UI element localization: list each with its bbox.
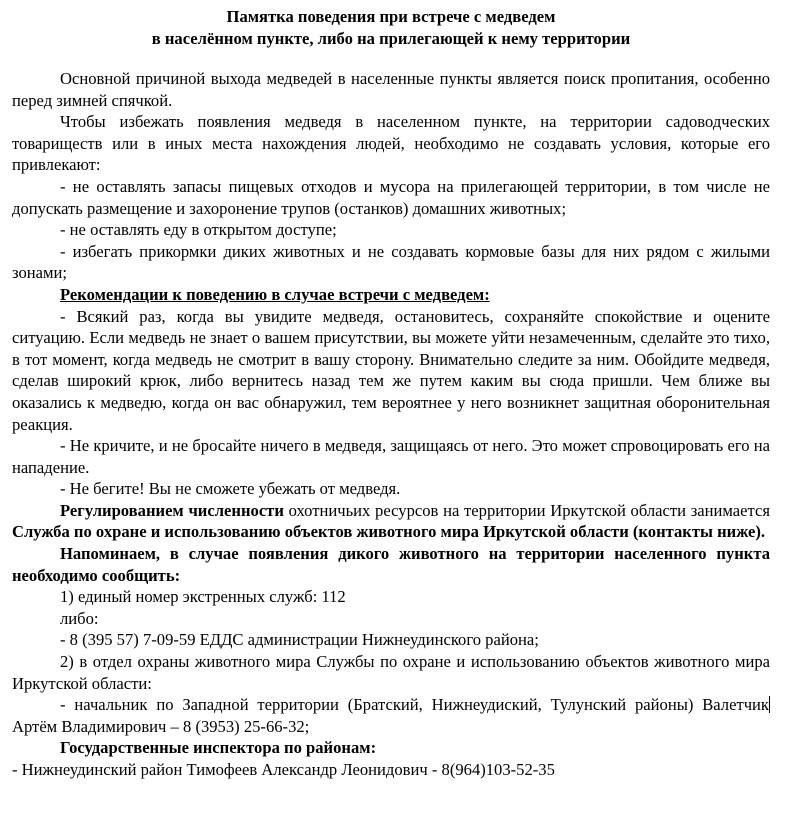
paragraph-regulation <box>12 500 770 543</box>
inspector-nizhneudinsk: - Нижнеудинский район Тимофеев Александр Леонидович - 8(964)103-52-35 <box>12 760 555 779</box>
memo-document <box>12 0 770 781</box>
contact-or: либо: <box>60 608 99 628</box>
paragraph-prevention: Чтобы избежать появления медведя в населенном пункте, на территории садоводческих товариществ или в иных места нахождения людей, необходимо не создавать условия, которые его привлекают: <box>12 112 770 175</box>
contact-emergency: 1) единый номер экстренных служб: 112 <box>60 587 346 607</box>
text-cursor <box>769 696 770 713</box>
contact-wildlife-dept: 2) в отдел охраны животного мира Службы по охране и использованию объектов животного мира Иркутской области: <box>12 652 770 693</box>
heading-recommendations: Рекомендации к поведению в случае встречи с медведем: <box>60 284 490 304</box>
contact-chief <box>12 694 770 737</box>
document-body <box>12 68 770 781</box>
contact-chief-text: - начальник по Западной территории (Братский, Нижнеудиский, Тулунский районы) Валетчик <box>60 695 769 715</box>
regulation-bold: Регулированием численности <box>60 500 284 520</box>
title-line-1: Памятка поведения при встрече с медведем <box>226 7 556 26</box>
contact-chief-phone: Артём Владимирович – 8 (3953) 25-66-32; <box>12 716 310 736</box>
paragraph-reminder: Напоминаем, в случае появления дикого животного на территории населенного пункта необходимо сообщить: <box>12 544 770 585</box>
contact-edds: - 8 (395 57) 7-09-59 ЕДДС администрации Нижнеудинского района; <box>60 630 539 650</box>
regulation-text: охотничьих ресурсов на территории Иркутской области занимается <box>283 500 770 520</box>
recommendation-stop: - Всякий раз, когда вы увидите медведя, остановитесь, сохраняйте спокойствие и оцените ситуацию. Если медведь не знает о вашем присутствии, вы можете уйти незамеченным, сделайте это тихо, в тот момент, когда медведь не смотрит в вашу сторону. Внимательно следите за ним. Обойдите медведя, сделав широкий крюк, либо вернитесь назад тем же путем каким вы сюда пришли. Чем ближе вы оказались к медведю, когда он вас обнаружил, тем вероятнее у него возникнет защитная оборонительная реакция. <box>12 306 770 434</box>
list-item-food: - не оставлять еду в открытом доступе; <box>60 220 337 240</box>
heading-inspectors: Государственные инспектора по районам: <box>60 738 377 758</box>
title-line-2: в населённом пункте, либо на прилегающей к нему территории <box>151 29 631 48</box>
recommendation-no-shout: - Не кричите, и не бросайте ничего в медведя, защищаясь от него. Это может спровоцировать его на нападение. <box>12 436 770 477</box>
list-item-feeding: - избегать прикормки диких животных и не создавать кормовые базы для них рядом с жилыми зонами; <box>12 241 770 283</box>
list-item-waste: - не оставлять запасы пищевых отходов и мусора на прилегающей территории, в том числе не допускать размещение и захоронение трупов (останков) домашних животных; <box>12 176 770 218</box>
paragraph-reason: Основной причиной выхода медведей в населенные пункты является поиск пропитания, особенно перед зимней спячкой. <box>12 69 770 110</box>
recommendation-no-run: - Не бегите! Вы не сможете убежать от медведя. <box>60 479 401 499</box>
document-title <box>12 6 770 50</box>
service-name: Служба по охране и использованию объектов животного мира Иркутской области (контакты ниже). <box>12 522 766 542</box>
